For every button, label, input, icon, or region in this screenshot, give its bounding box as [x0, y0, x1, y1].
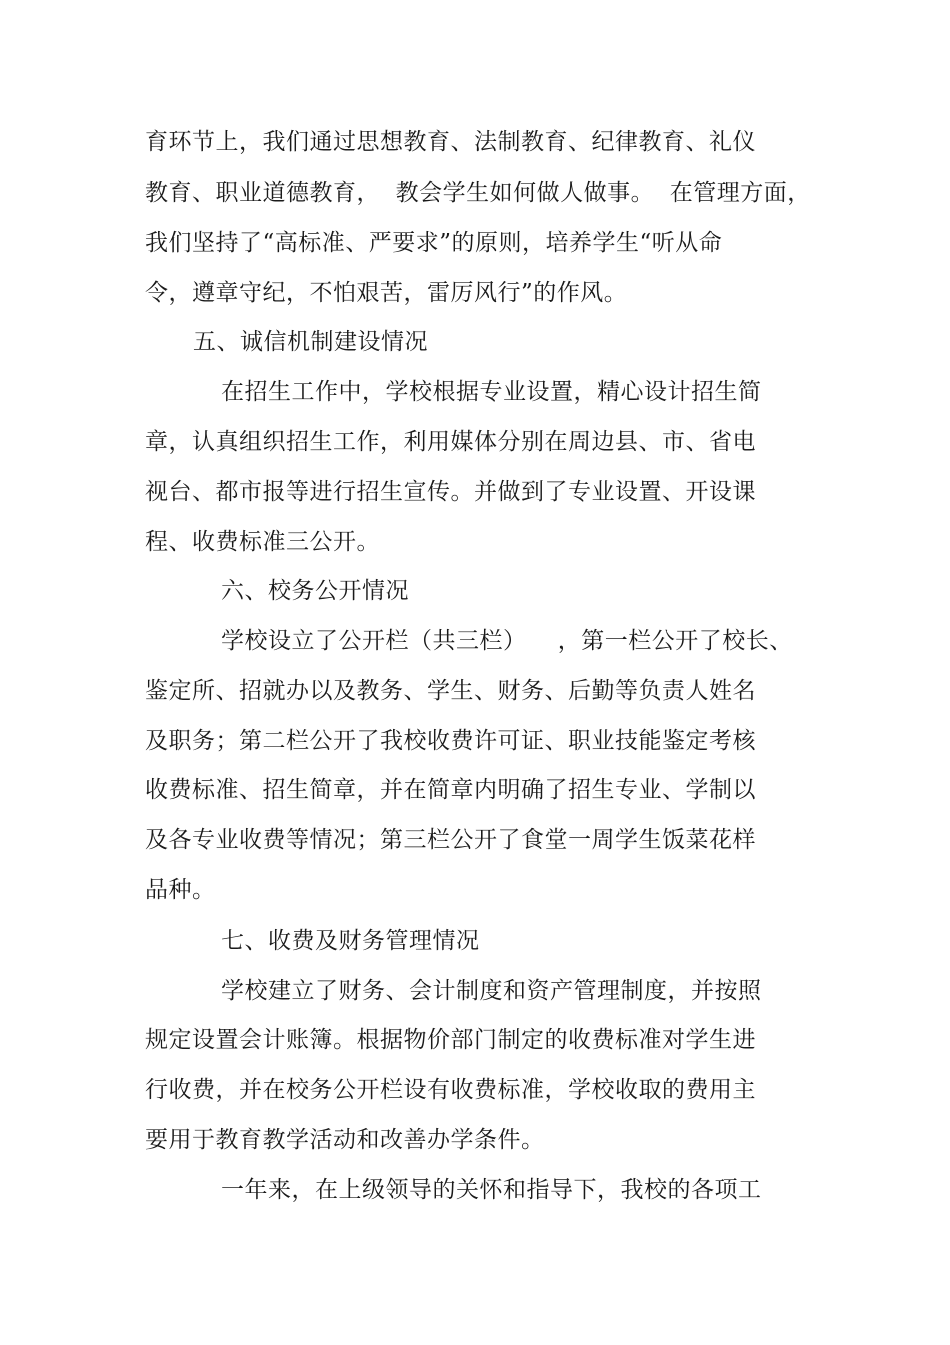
- paragraph-first-line: 在招生工作中，学校根据专业设置，精心设计招生简: [221, 379, 762, 405]
- body-text-line: 收费标准、招生简章，并在简章内明确了招生专业、学制以: [145, 777, 756, 803]
- body-text-line: 行收费，并在校务公开栏设有收费标准，学校收取的费用主: [145, 1077, 756, 1103]
- body-text-line: 及职务；第二栏公开了我校收费许可证、职业技能鉴定考核: [145, 728, 756, 754]
- body-text-line: 教育、职业道德教育， 教会学生如何做人做事。 在管理方面，: [145, 180, 811, 206]
- body-text-line: 规定设置会计账簿。根据物价部门制定的收费标准对学生进: [145, 1027, 756, 1053]
- body-text-line: 章，认真组织招生工作，利用媒体分别在周边县、市、省电: [145, 429, 756, 455]
- section-heading: 七、收费及财务管理情况: [221, 928, 480, 954]
- body-text-line: 视台、都市报等进行招生宣传。并做到了专业设置、开设课: [145, 479, 756, 505]
- body-text-line: 要用于教育教学活动和改善办学条件。: [145, 1127, 545, 1153]
- section-heading: 六、校务公开情况: [221, 578, 409, 604]
- body-text-line: 程、收费标准三公开。: [145, 529, 380, 555]
- section-heading: 五、诚信机制建设情况: [193, 329, 428, 355]
- body-text-line: 品种。: [145, 877, 216, 903]
- body-text-line: 我们坚持了“高标准、严要求”的原则，培养学生“听从命: [145, 230, 723, 256]
- body-text-line: 鉴定所、招就办以及教务、学生、财务、后勤等负责人姓名: [145, 678, 756, 704]
- body-text-line: 令，遵章守纪，不怕艰苦，雷厉风行”的作风。: [145, 280, 628, 306]
- paragraph-first-line: 一年来，在上级领导的关怀和指导下，我校的各项工: [221, 1177, 762, 1203]
- body-text-line: 育环节上，我们通过思想教育、法制教育、纪律教育、礼仪: [145, 129, 756, 155]
- body-text-line: 及各专业收费等情况；第三栏公开了食堂一周学生饭菜花样: [145, 827, 756, 853]
- paragraph-first-line: 学校设立了公开栏（共三栏） ，第一栏公开了校长、: [221, 628, 793, 654]
- paragraph-first-line: 学校建立了财务、会计制度和资产管理制度，并按照: [221, 978, 762, 1004]
